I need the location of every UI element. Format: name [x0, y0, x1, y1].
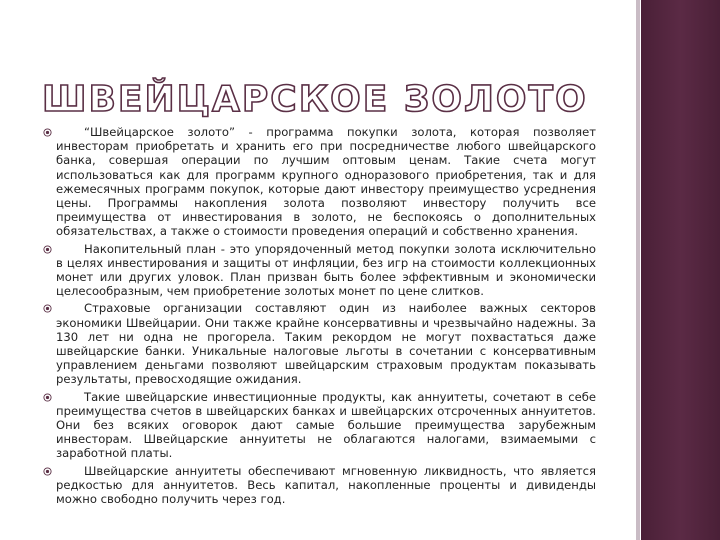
paragraph-2: [56, 242, 596, 299]
circled-dot-bullet-icon: [43, 467, 52, 476]
paragraph-text: Такие швейцарские инвестиционные продукты, как аннуитеты, сочетают в себе преимущества счетов в швейцарских банках и швейцарских отсроченных аннуитетов. Они без всяких оговорок дают самые большие преимущества зарубежным инвесторам. Швейцарские аннуитеты не облагаются налогами, взимаемыми с заработной платы.: [56, 389, 596, 461]
circled-dot-bullet-icon: [43, 304, 52, 313]
paragraph-3: [56, 301, 596, 386]
circled-dot-bullet-icon: [43, 128, 52, 137]
sidebar-divider-stripe: [636, 0, 640, 540]
slide-title: ШВЕЙЦАРСКОЕ ЗОЛОТО: [42, 79, 588, 120]
slide-body: [56, 125, 596, 509]
paragraph-text: “Швейцарское золото” - программа покупки золота, которая позволяет инвесторам приобретать и хранить его при посредничестве любого швейцарского банка, совершая операции по лучшим оптовым ценам. Такие счета могут использоваться как для программ крупного одноразового приобретения, так и для ежемесячных программ покупок, которые дают инвестору преимущество усреднения цены. Программы накопления золота позволяют инвестору получить все преимущества от инвестирования в золото, не беспокоясь о дополнительных обязательствах, а также о стоимости проведения операций и собственно хранения.: [56, 125, 596, 239]
paragraph-text: Страховые организации составляют один из наиболее важных секторов экономики Швейцарии. Они также крайне консервативны и чрезвычайно надежны. За 130 лет ни одна не прогорела. Таким рекордом не могут похвастаться даже швейцарские банки. Уникальные налоговые льготы в сочетании с консервативным управлением деньгами позволяют швейцарским страховым продуктам показывать результаты, превосходящие ожидания.: [56, 301, 596, 387]
paragraph-text: Накопительный план - это упорядоченный метод покупки золота исключительно в целях инвестирования и защиты от инфляции, без игр на стоимости коллекционных монет или других уловок. План призван быть более эффективным и экономически целесообразным, чем приобретение золотых монет по цене слитков.: [56, 241, 596, 299]
circled-dot-bullet-icon: [43, 245, 52, 254]
sidebar-decoration: [641, 0, 720, 540]
paragraph-4: [56, 390, 596, 461]
paragraph-1: [56, 125, 596, 239]
paragraph-text: Швейцарские аннуитеты обеспечивают мгновенную ликвидность, что является редкостью для аннуитетов. Весь капитал, накопленные проценты и дивиденды можно свободно получить через год.: [56, 463, 596, 507]
circled-dot-bullet-icon: [43, 393, 52, 402]
paragraph-5: [56, 464, 596, 507]
